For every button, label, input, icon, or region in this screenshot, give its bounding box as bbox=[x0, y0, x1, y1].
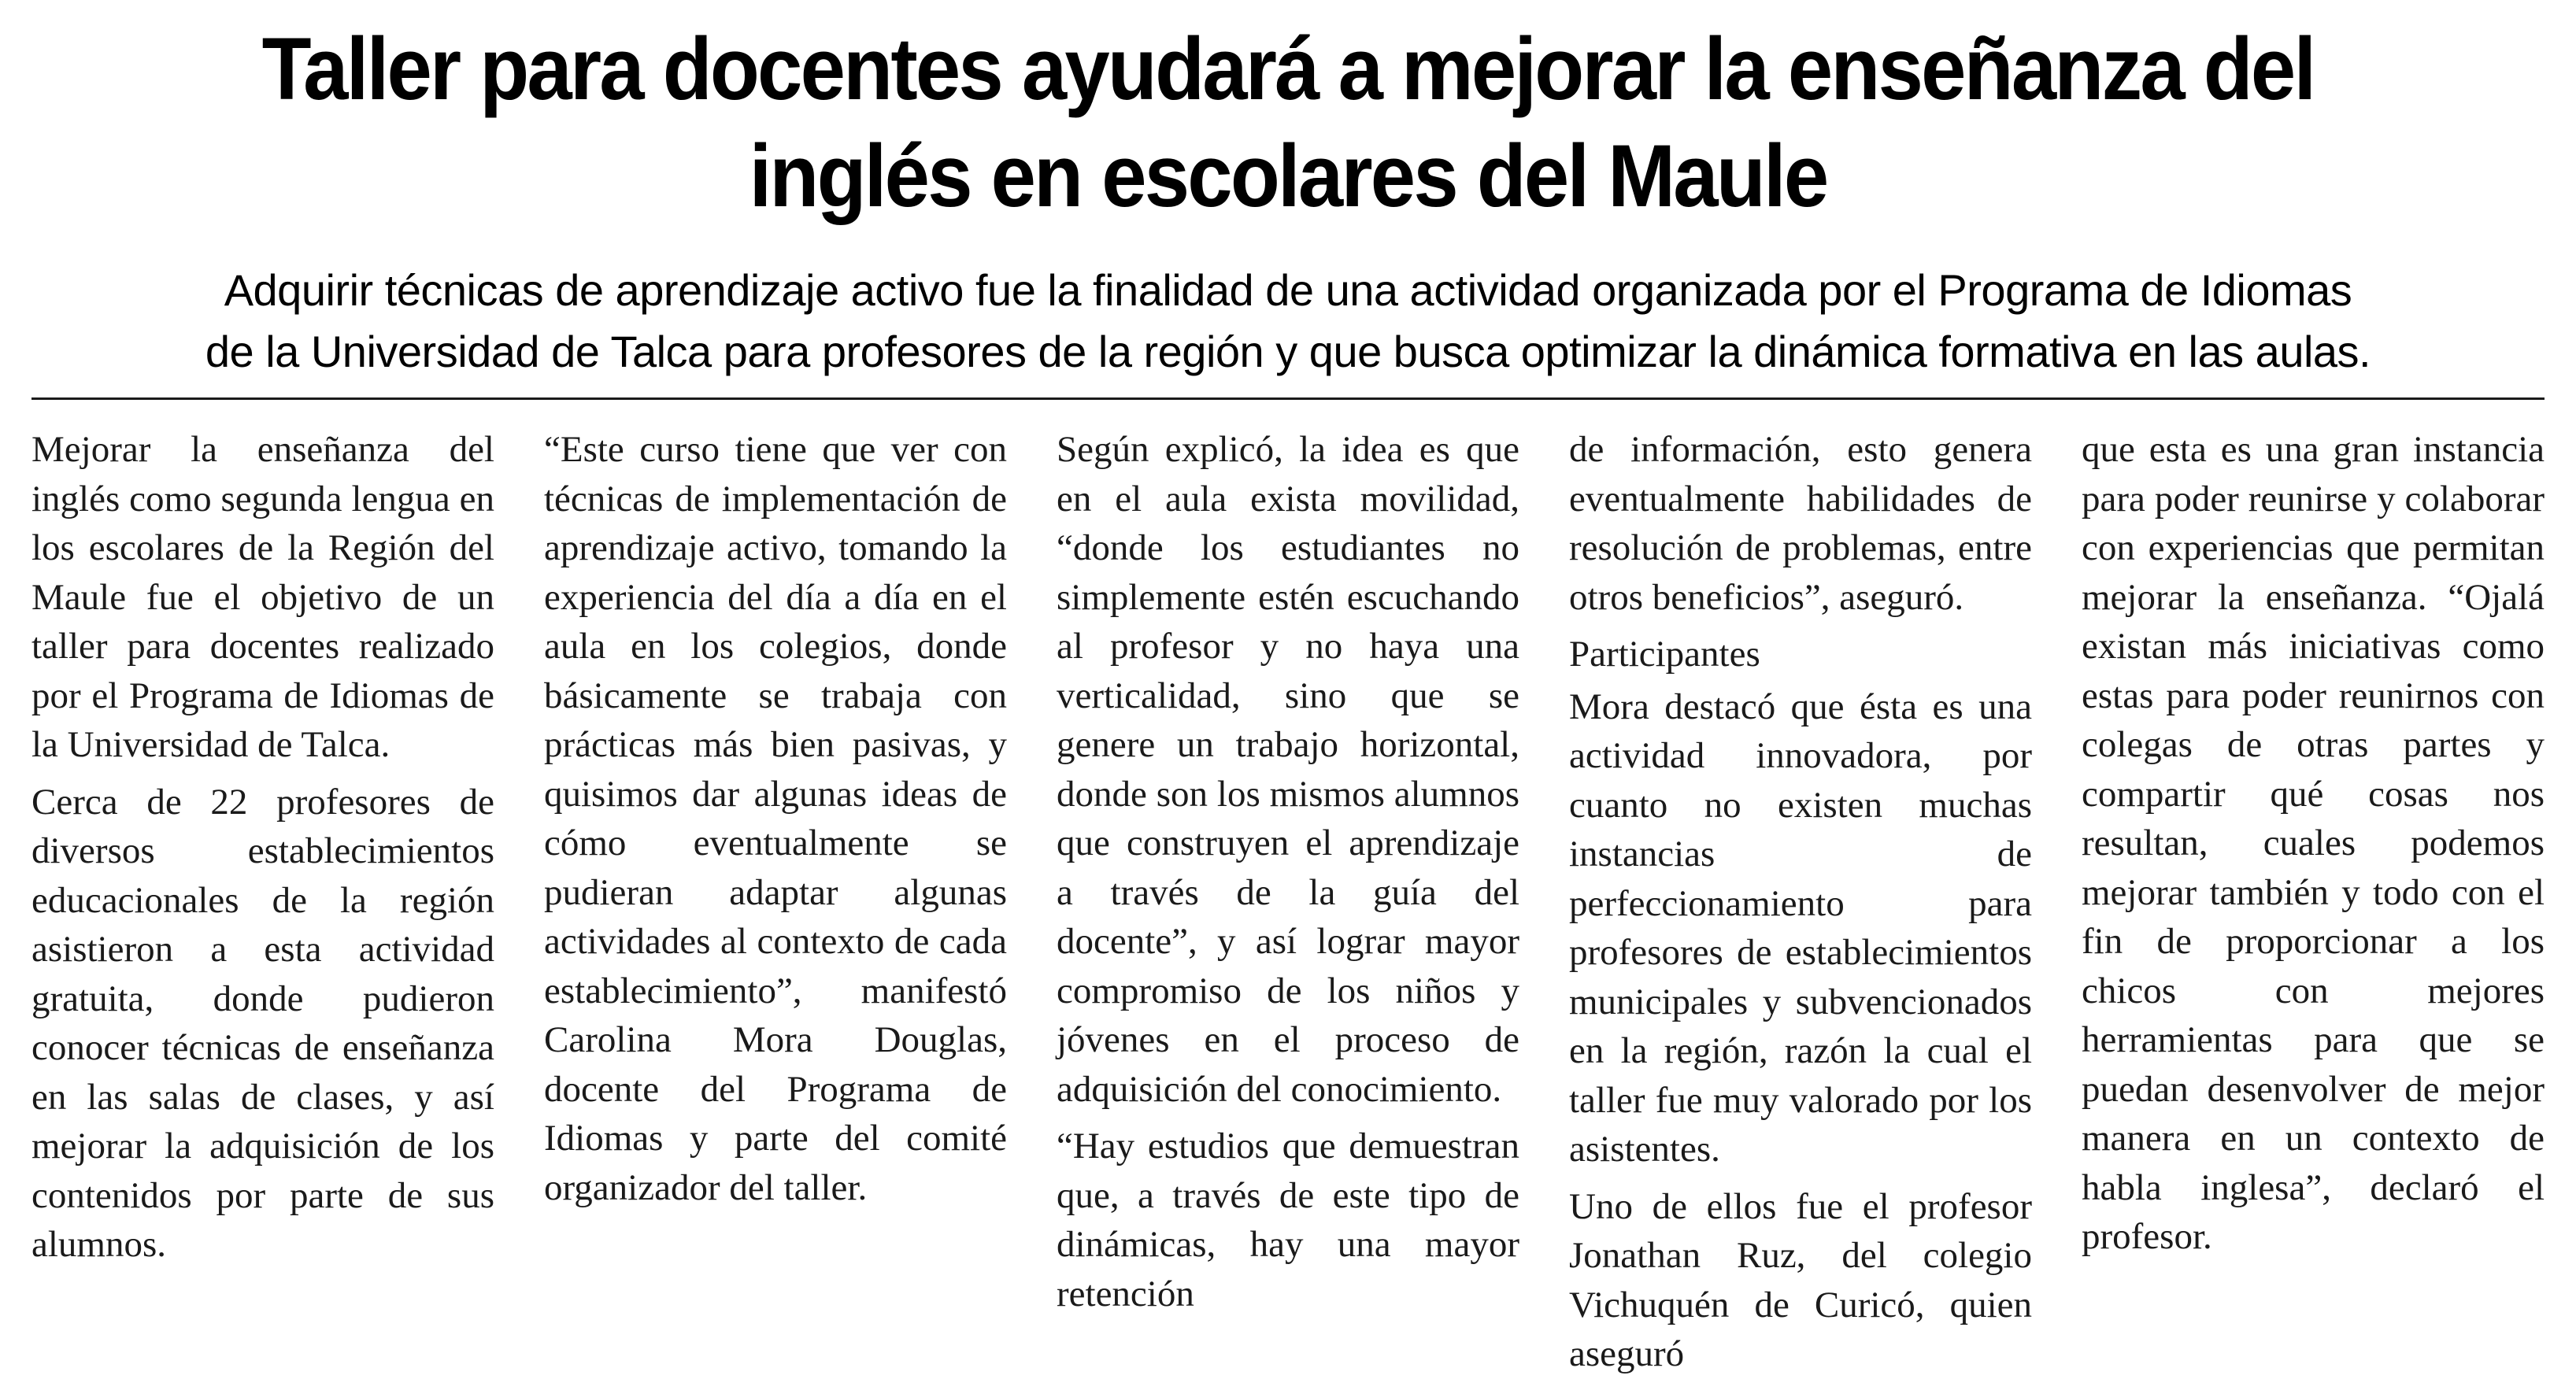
paragraph: Uno de ellos fue el profesor Jonathan Ruz, del colegio Vichuquén de Curicó, quien aseguró bbox=[1569, 1185, 2032, 1374]
divider-rule bbox=[31, 397, 2545, 400]
paragraph: Mora destacó que ésta es una actividad innovadora, por cuanto no existen muchas instancias de perfeccionamiento para profesores de establecimientos municipales y subvencionados en la región, razón la cual el taller fue muy valorado por los asistentes. bbox=[1569, 686, 2032, 1170]
subheadline-line-2: de la Universidad de Talca para profesores de la región y que busca optimizar la dinámica formativa en las aulas. bbox=[205, 327, 2371, 376]
paragraph: “Hay estudios que demuestran que, a través de este tipo de dinámicas, hay una mayor retención bbox=[1057, 1126, 1519, 1314]
headline bbox=[132, 16, 2445, 230]
paragraph: que esta es una gran instancia para poder reunirse y colaborar con experiencias que permitan mejorar la enseñanza. “Ojalá existan más iniciativas como estas para poder reunirnos con colegas de otras partes y compartir qué cosas nos resultan, cuales podemos mejorar también y todo con el fin de proporcionar a los chicos con mejores herramientas para que se puedan desenvolver de mejor manera en un contexto de habla inglesa”, declaró el profesor. bbox=[2082, 429, 2545, 1257]
subheadline-line-1: Adquirir técnicas de aprendizaje activo fue la finalidad de una actividad organizada por el Programa de Idiomas bbox=[224, 265, 2352, 315]
text-column-3 bbox=[1057, 425, 1519, 1314]
subheadline bbox=[31, 260, 2545, 383]
text-column-2 bbox=[544, 425, 1007, 1307]
headline-line-2: inglés en escolares del Maule bbox=[749, 127, 1827, 225]
text-column-4 bbox=[1569, 425, 2032, 1374]
paragraph: de información, esto genera eventualmente habilidades de resolución de problemas, entre otros beneficios”, aseguró. bbox=[1569, 429, 2032, 618]
text-column-1 bbox=[31, 425, 494, 1307]
paragraph: Según explicó, la idea es que en el aula exista movilidad, “donde los estudiantes no simplemente estén escuchando al profesor y no haya una verticalidad, sino que se genere un trabajo horizontal, donde son los mismos alumnos que construyen el aprendizaje a través de la guía del docente”, y así lograr mayor compromiso de los niños y jóvenes en el proceso de adquisición del conocimiento. bbox=[1057, 429, 1519, 1110]
paragraph: “Este curso tiene que ver con técnicas de implementación de aprendizaje activo, tomando la experiencia del día a día en el aula en los colegios, donde básicamente se trabaja con prácticas más bien pasivas, y quisimos dar algunas ideas de cómo eventualmente se pudieran adaptar algunas actividades al contexto de cada establecimiento”, manifestó Carolina Mora Douglas, docente del Programa de Idiomas y parte del comité organizador del taller. bbox=[544, 429, 1007, 1208]
article-body bbox=[31, 425, 2545, 1374]
headline-line-1: Taller para docentes ayudará a mejorar la enseñanza del bbox=[261, 20, 2315, 118]
paragraph: Mejorar la enseñanza del inglés como segunda lengua en los escolares de la Región del Maule fue el objetivo de un taller para docentes realizado por el Programa de Idiomas de la Universidad de Talca. bbox=[31, 429, 494, 765]
paragraph: Cerca de 22 profesores de diversos establecimientos educacionales de la región asistieron a esta actividad gratuita, donde pudieron conocer técnicas de enseñanza en las salas de clases, y así mejorar la adquisición de los contenidos por parte de sus alumnos. bbox=[31, 781, 494, 1265]
section-crosshead: Participantes bbox=[1569, 634, 1760, 675]
text-column-5 bbox=[2082, 425, 2545, 1307]
